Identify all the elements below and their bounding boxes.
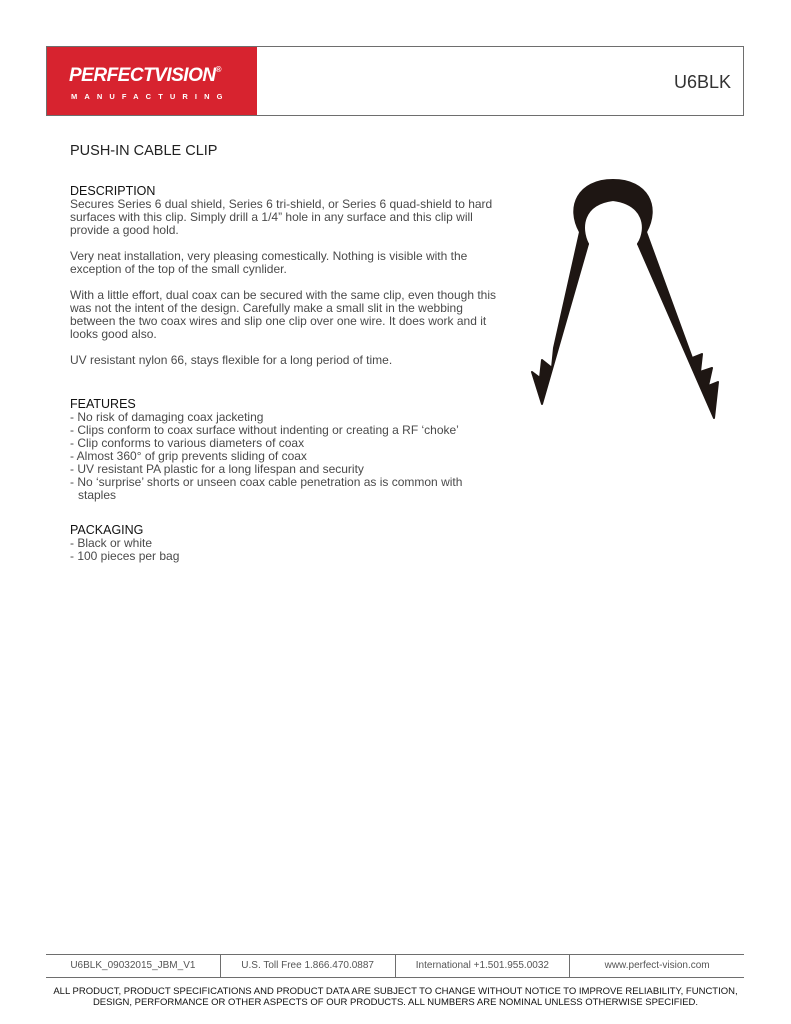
list-item: - No risk of damaging coax jacketing bbox=[70, 410, 264, 424]
packaging-heading: PACKAGING bbox=[70, 523, 144, 537]
footer-doc-id: U6BLK_09032015_JBM_V1 bbox=[70, 960, 196, 971]
product-title: PUSH-IN CABLE CLIP bbox=[70, 143, 218, 159]
disclaimer bbox=[20, 986, 771, 1008]
footer-website[interactable]: www.perfect-vision.com bbox=[569, 955, 744, 977]
packaging-section bbox=[70, 524, 500, 563]
footer-toll-free: U.S. Toll Free 1.866.470.0887 bbox=[220, 955, 395, 977]
cable-clip-image bbox=[518, 172, 728, 422]
description-section bbox=[70, 185, 500, 380]
list-item: - No ‘surprise’ shorts or unseen coax cable penetration as is common with staples bbox=[70, 475, 463, 502]
disclaimer-line: ALL PRODUCT, PRODUCT SPECIFICATIONS AND PRODUCT DATA ARE SUBJECT TO CHANGE WITHOUT NOTICE TO IMPROVE RELIABILITY, FUNCTION, bbox=[53, 986, 738, 997]
part-number: U6BLK bbox=[673, 72, 731, 92]
description-paragraph: Secures Series 6 dual shield, Series 6 tri-shield, or Series 6 quad-shield to hard surfaces with this clip. Simply drill a 1/4” hole in any surface and this clip will provide a good hold. bbox=[70, 197, 493, 237]
features-section bbox=[70, 398, 500, 502]
description-paragraph: UV resistant nylon 66, stays flexible for a long period of time. bbox=[70, 353, 393, 367]
description-paragraph: Very neat installation, very pleasing comestically. Nothing is visible with the exception of the top of the small cynlider. bbox=[70, 249, 468, 276]
description-paragraph: With a little effort, dual coax can be secured with the same clip, even though this was not the intent of the design. Carefully make a small slit in the webbing between the two coax wires and slip one clip over one wire. It does work and it looks good also. bbox=[70, 288, 497, 341]
list-item: - Clip conforms to various diameters of coax bbox=[70, 436, 305, 450]
brand-logo-wordmark: PERFECTVISION® bbox=[69, 65, 221, 86]
features-heading: FEATURES bbox=[70, 397, 136, 411]
features-list bbox=[70, 411, 500, 502]
brand-logo bbox=[47, 47, 257, 115]
footer-international: International +1.501.955.0032 bbox=[395, 955, 570, 977]
footer-contact-bar bbox=[46, 954, 744, 978]
list-item: - Clips conform to coax surface without indenting or creating a RF ‘choke’ bbox=[70, 423, 459, 437]
list-item: - Black or white bbox=[70, 536, 153, 550]
packaging-list bbox=[70, 537, 500, 563]
brand-logo-subtitle: MANUFACTURING bbox=[71, 92, 230, 101]
list-item: - UV resistant PA plastic for a long lifespan and security bbox=[70, 462, 364, 476]
page-header bbox=[46, 46, 744, 116]
description-heading: DESCRIPTION bbox=[70, 184, 156, 198]
list-item: - Almost 360° of grip prevents sliding of coax bbox=[70, 449, 307, 463]
disclaimer-line: DESIGN, PERFORMANCE OR OTHER ASPECTS OF OUR PRODUCTS. ALL NUMBERS ARE NOMINAL UNLESS OTHERWISE SPECIFIED. bbox=[92, 997, 699, 1008]
list-item: - 100 pieces per bag bbox=[70, 549, 180, 563]
